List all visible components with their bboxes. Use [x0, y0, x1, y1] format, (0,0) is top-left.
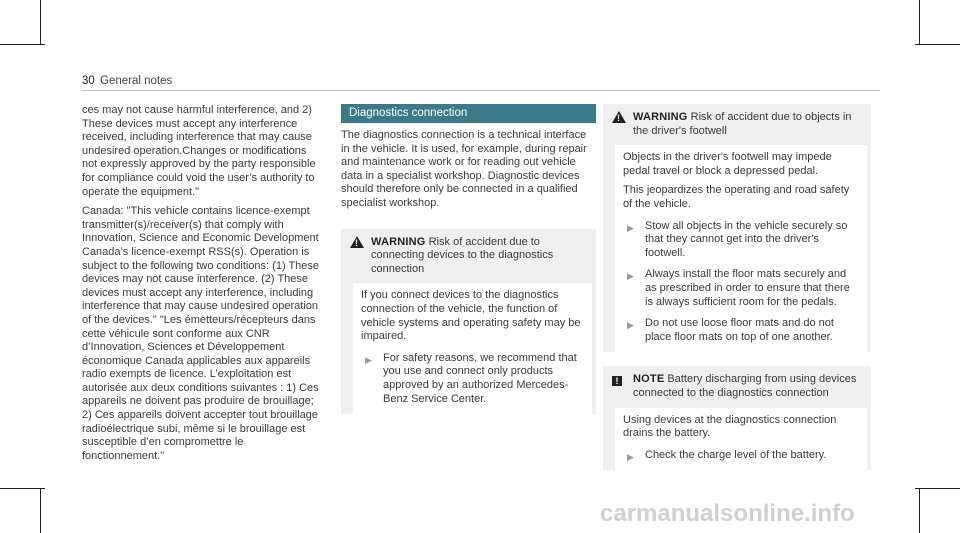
- list-item: [623, 268, 859, 309]
- warning-triangle-icon: [350, 236, 364, 251]
- column-2: [341, 104, 596, 414]
- warning-box: [603, 104, 871, 352]
- crop-mark: [40, 0, 41, 45]
- section-title: General notes: [100, 75, 173, 87]
- note-body: [607, 408, 867, 471]
- warning-label: WARNING: [371, 235, 426, 248]
- crop-mark: [919, 488, 920, 533]
- paragraph: Using devices at the diagnostics connection drains the battery.: [623, 413, 837, 440]
- crop-mark: [915, 44, 960, 45]
- warning-box: [341, 229, 596, 415]
- watermark: carmanualsonline.info: [600, 500, 855, 527]
- arrow-right-icon: ▶: [627, 320, 634, 331]
- list-item: [361, 352, 584, 406]
- list-item-text: For safety reasons, we recommend that you use and connect only products approved by an authorized Mercedes-Benz Service Center.: [383, 351, 577, 405]
- paragraph: Objects in the driver's footwell may impede pedal travel or block a depressed pedal.: [623, 151, 832, 177]
- arrow-right-icon: ▶: [365, 354, 372, 365]
- list-item: [623, 220, 859, 261]
- note-title: Battery discharging from using devices connected to the diagnostics connection: [633, 373, 857, 399]
- arrow-right-icon: ▶: [627, 451, 634, 462]
- warning-body: [607, 145, 867, 352]
- warning-title: Risk of accident due to connecting devices to the diagnostics connection: [371, 235, 554, 275]
- warning-header: [341, 229, 596, 284]
- note-box: [603, 366, 871, 470]
- note-label: NOTE: [633, 373, 665, 386]
- list-item: [623, 449, 859, 463]
- note-icon: !: [612, 373, 622, 387]
- crop-mark: [919, 0, 920, 45]
- list-item-text: Stow all objects in the vehicle securely so that they cannot get into the driver's footwell.: [645, 219, 848, 259]
- warning-title: Risk of accident due to objects in the driver's footwell: [633, 111, 852, 137]
- crop-mark: [0, 488, 45, 489]
- crop-mark: [0, 44, 45, 45]
- arrow-right-icon: ▶: [627, 271, 634, 282]
- list-item-text: Do not use loose floor mats and do not place floor mats on top of one another.: [645, 317, 834, 343]
- paragraph: Canada: "This vehicle contains licence-exempt transmitter(s)/receiver(s) that comply with Innovation, Science and Economic Development Canada’s licence-exempt RSS(s). Operation is subject to the following two conditions: (1) These devices may not cause interference. (2) These devices must accept any interference, including interference that may cause undesired operation of the devices." "Les émetteurs/récepteurs dans cette véhicule sont conforme aux CNR d’Innovation, Sciences et Développement économique Canada applicables aux appareils radio exempts de licence. L’exploitation est autorisée aux deux conditions suivantes : 1) Ces appareils ne doivent pas produire de brouillage; 2) Ces appareils doivent accepter tout brouillage radioélectrique subi, même si le brouillage est susceptible d’en compromettre le fonctionnement.": [82, 205, 320, 462]
- warning-body: [345, 283, 592, 414]
- paragraph: ces may not cause harmful interference, and 2) These devices must accept any interference received, including interference that may cause undesired operation.Changes or modifications not expressly approved by the party responsible for compliance could void the user’s authority to operate the equipment.": [82, 104, 316, 198]
- paragraph: If you connect devices to the diagnostics connection of the vehicle, the function of vehicle systems and operating safety may be impaired.: [361, 289, 581, 343]
- list-item-text: Check the charge level of the battery.: [645, 448, 827, 461]
- paragraph: The diagnostics connection is a technical interface in the vehicle. It is used, for example, during repair and maintenance work or for reading out vehicle data in a specialist workshop. Diagnostic devices should therefore only be connected in a qualified specialist workshop.: [341, 129, 587, 209]
- section-heading: Diagnostics connection: [341, 104, 596, 123]
- list-item: [623, 317, 859, 344]
- crop-mark: [915, 488, 960, 489]
- note-header: [603, 366, 871, 407]
- arrow-right-icon: ▶: [627, 222, 634, 233]
- header-divider: [82, 90, 880, 91]
- list-item-text: Always install the floor mats securely and as prescribed in order to ensure that there is always sufficient room for the pedals.: [645, 268, 850, 308]
- column-3: [603, 104, 871, 470]
- warning-triangle-icon: [612, 111, 626, 126]
- column-1: [82, 104, 322, 469]
- crop-mark: [40, 488, 41, 533]
- paragraph: This jeopardizes the operating and road safety of the vehicle.: [623, 184, 850, 210]
- page-number: 30: [82, 75, 95, 87]
- warning-header: [603, 104, 871, 145]
- warning-label: WARNING: [633, 111, 688, 123]
